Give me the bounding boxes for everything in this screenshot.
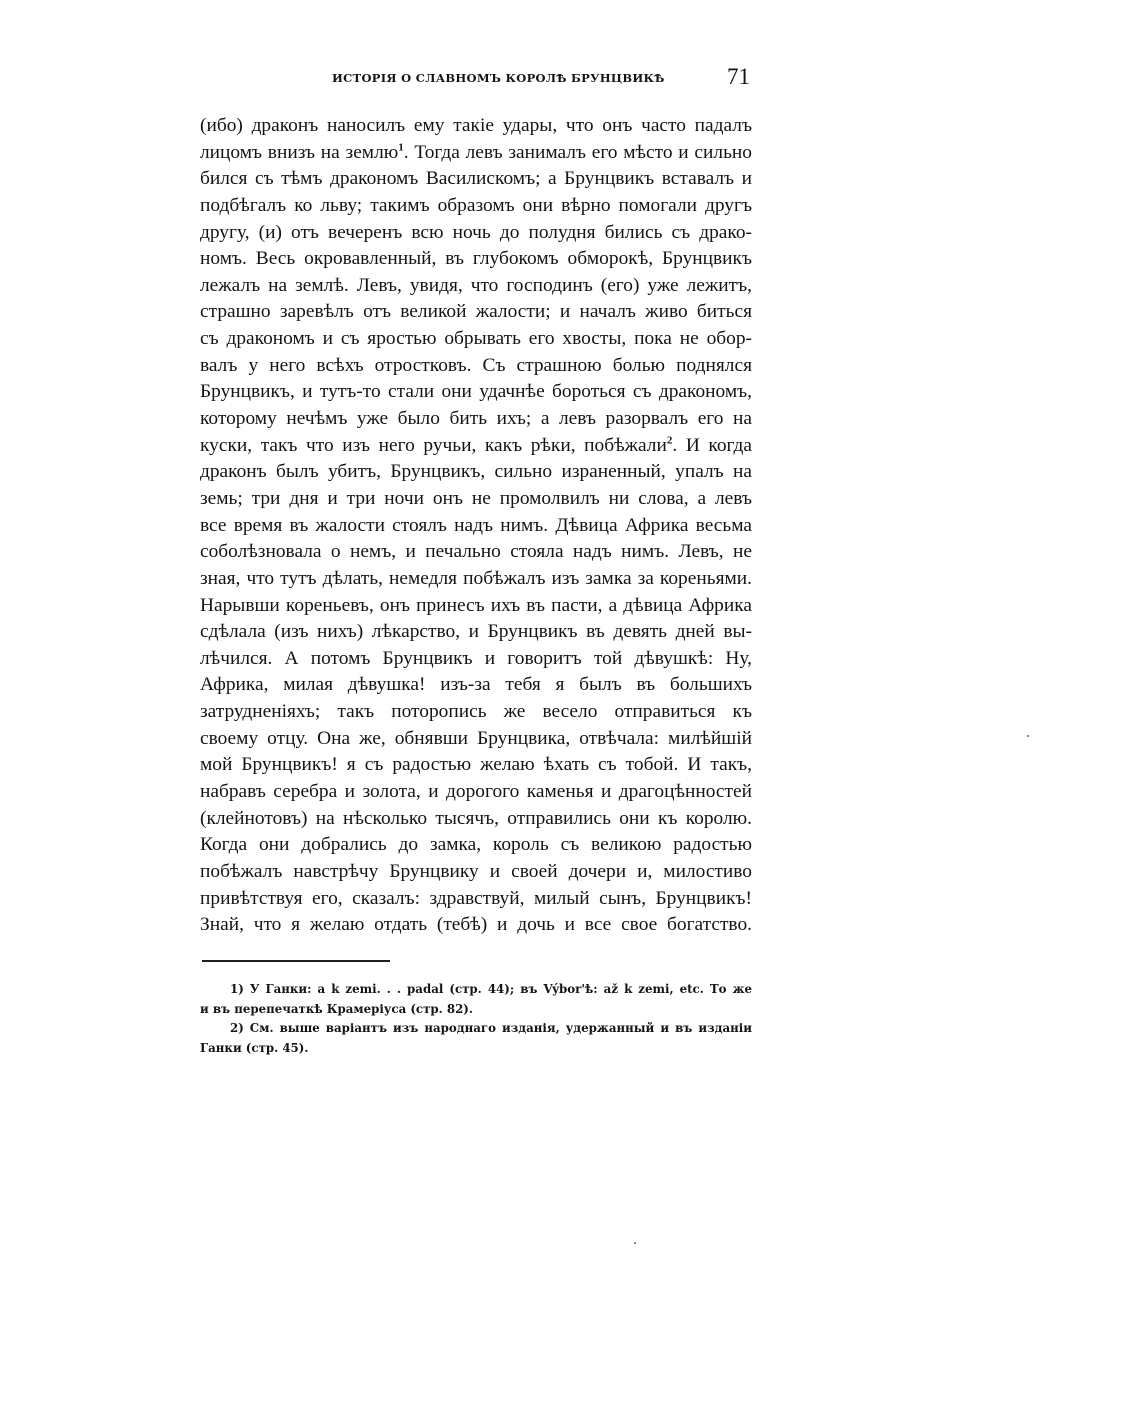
scan-speck: [634, 1242, 636, 1244]
text-line: соболѣзновала о немъ, и печально стояла надъ нимъ. Левъ, не: [200, 541, 752, 563]
text-line: бился съ тѣмъ дракономъ Василискомъ; а Брунцвикъ вставалъ и: [200, 168, 752, 190]
text-line: (клейнотовъ) на нѣсколько тысячъ, отправились они къ королю.: [200, 807, 752, 829]
text-line: куски, такъ что изъ него ручьи, какъ рѣки, побѣжали$^2$. И когда: [200, 434, 753, 456]
running-head: ИСТОРІЯ О СЛАВНОМЪ КОРОЛѢ БРУНЦВИКѢ: [332, 71, 665, 85]
text-line: затрудненіяхъ; такъ поторопись же весело отправиться къ: [200, 701, 752, 723]
text-line: зная, что тутъ дѣлать, немедля побѣжалъ изъ замка за кореньями.: [200, 567, 752, 589]
text-line: мой Брунцвикъ! я съ радостью желаю ѣхать съ тобой. И такъ,: [200, 754, 752, 776]
text-line: Знай, что я желаю отдать (тебѣ) и дочь и все свое богатство.: [200, 914, 752, 936]
text-line: Африка, милая дѣвушка! изъ-за тебя я былъ въ большихъ: [200, 674, 752, 696]
text-line: сдѣлала (изъ нихъ) лѣкарство, и Брунцвикъ въ девять дней вы-: [200, 621, 752, 643]
text-line: земь; три дня и три ночи онъ не промолвилъ ни слова, а левъ: [200, 487, 752, 509]
text-line: (ибо) драконъ наносилъ ему такіе удары, что онъ часто падалъ: [200, 115, 752, 136]
footnote-divider: [202, 960, 390, 962]
text-line: все время въ жалости стоялъ надъ нимъ. Дѣвица Африка весьма: [200, 514, 752, 536]
text-line: номъ. Весь окровавленный, въ глубокомъ обморокѣ, Брунцвикъ: [200, 248, 752, 270]
footnote-1-continuation: и въ перепечаткѣ Крамеріуса (стр. 82).: [200, 1001, 473, 1016]
body-text: [200, 113, 752, 939]
text-line: Нарывши кореньевъ, онъ принесъ ихъ въ пасти, а дѣвица Африка: [200, 594, 752, 616]
page-number: 71: [727, 64, 750, 89]
text-line: страшно заревѣлъ отъ великой жалости; и началъ живо биться: [200, 301, 752, 323]
footnotes: [200, 980, 752, 1058]
text-line: драконъ былъ убитъ, Брунцвикъ, сильно израненный, упалъ на: [200, 461, 752, 483]
footnote-2-continuation: Ганки (стр. 45).: [200, 1040, 309, 1055]
text-line: другу, (и) отъ вечеренъ всю ночь до полудня бились съ драко-: [200, 221, 752, 243]
footnote-marker: 1: [398, 141, 404, 154]
text-line: которому нечѣмъ уже было бить ихъ; а левъ разорвалъ его на: [200, 408, 752, 430]
text-line: набравъ серебра и золота, и дорогого каменья и драгоцѣнностей: [200, 781, 752, 803]
text-line: съ дракономъ и съ яростью обрывать его хвосты, пока не обор-: [200, 328, 752, 350]
footnote-2: 2) См. выше варіантъ изъ народнаго изданія, удержанный и въ изданіи: [230, 1021, 752, 1035]
footnote-1: 1) У Ганки: a k zemi. . . padal (стр. 44); въ Výbor'ѣ: až k zemi, etc. То же: [230, 982, 752, 996]
text-line: привѣтствуя его, сказалъ: здравствуй, милый сынъ, Брунцвикъ!: [200, 887, 752, 909]
footnote-marker: 2: [666, 434, 673, 447]
text-line: валъ у него всѣхъ отростковъ. Съ страшною болью поднялся: [200, 354, 752, 376]
text-line: лѣчился. А потомъ Брунцвикъ и говоритъ той дѣвушкѣ: Ну,: [200, 647, 752, 669]
text-line: подбѣгалъ ко льву; такимъ образомъ они вѣрно помогали другъ: [200, 194, 752, 216]
text-line: лицомъ внизъ на землю$^1$. Тогда левъ занималъ его мѣсто и сильно: [200, 141, 752, 163]
text-line: своему отцу. Она же, обнявши Брунцвика, отвѣчала: милѣйшій: [200, 727, 752, 749]
page-header: [200, 64, 752, 96]
text-line: Брунцвикъ, и тутъ-то стали они удачнѣе бороться съ дракономъ,: [200, 381, 752, 403]
scan-speck: [1027, 735, 1029, 737]
text-line: побѣжалъ навстрѣчу Брунцвику и своей дочери и, милостиво: [200, 860, 752, 882]
text-line: Когда они добрались до замка, король съ великою радостью: [200, 834, 752, 856]
text-line: лежалъ на землѣ. Левъ, увидя, что господинъ (его) уже лежитъ,: [200, 274, 752, 296]
